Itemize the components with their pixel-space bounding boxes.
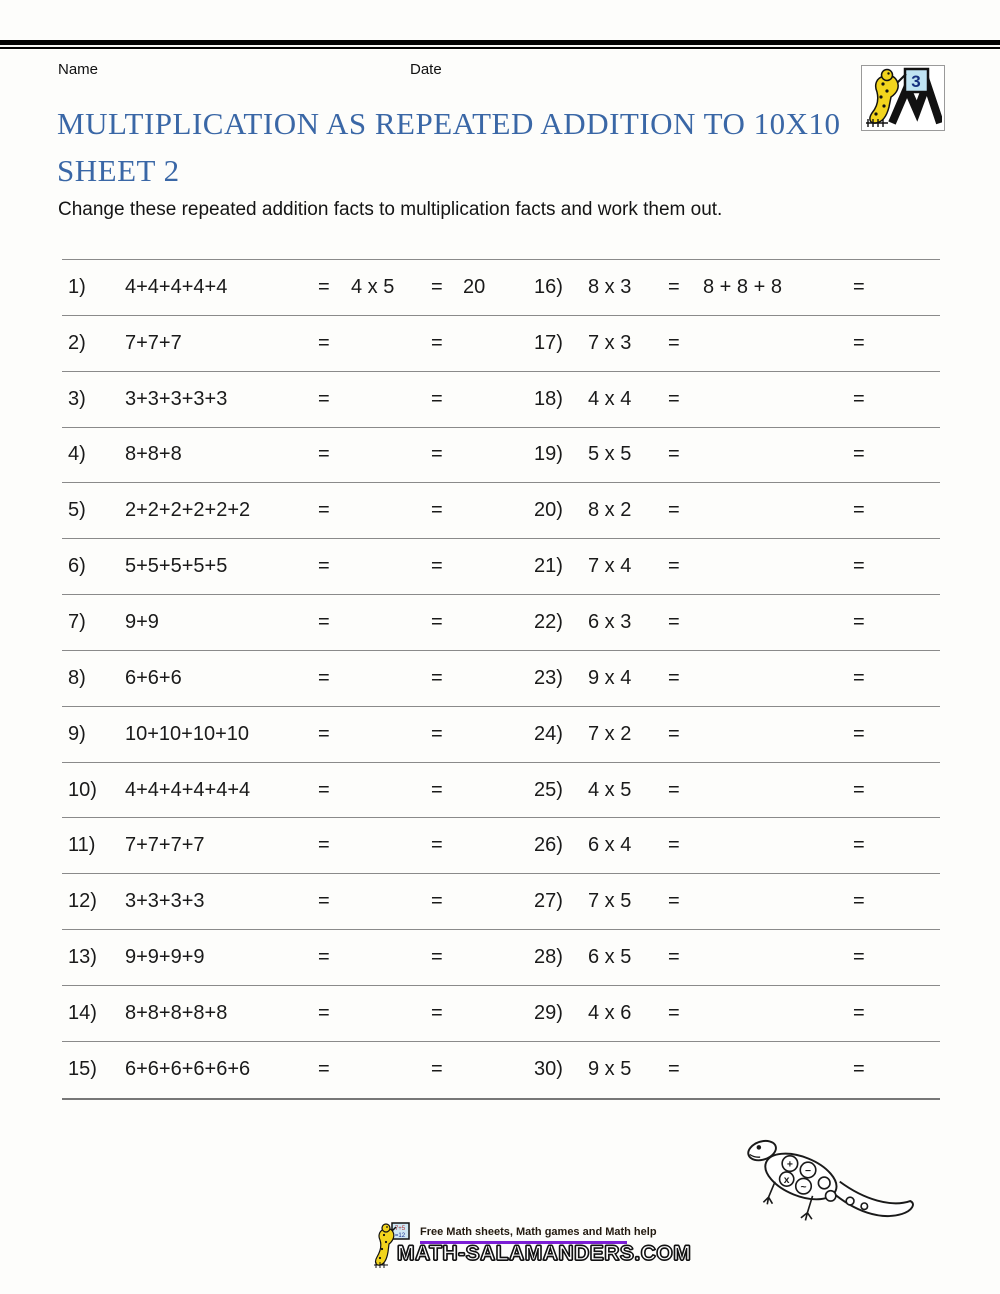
left-equals-sign: = (431, 610, 443, 633)
left-product-answer-blank: 20 (463, 275, 486, 298)
left-problem-number: 6) (68, 555, 86, 578)
left-problem-number: 10) (68, 778, 97, 801)
left-equals-sign: = (431, 443, 443, 466)
right-multiplication-expression: 6 x 5 (588, 946, 632, 969)
instruction-text: Change these repeated addition facts to multiplication facts and work them out. (58, 199, 723, 220)
left-problem-number: 5) (68, 499, 86, 522)
left-addition-expression: 7+7+7+7 (125, 834, 205, 857)
left-addition-expression: 8+8+8+8+8 (125, 1001, 228, 1024)
left-problem-number: 4) (68, 443, 86, 466)
right-equals-sign: = (668, 666, 680, 689)
right-multiplication-expression: 8 x 3 (588, 275, 632, 298)
left-equals-sign: = (431, 946, 443, 969)
left-problem-number: 13) (68, 946, 97, 969)
date-field-label: Date (410, 61, 442, 78)
right-problem-number: 27) (534, 890, 563, 913)
left-equals-sign: = (318, 722, 330, 745)
worksheet-row (62, 707, 940, 763)
left-equals-sign: = (318, 1001, 330, 1024)
worksheet-row (62, 986, 940, 1042)
left-addition-expression: 9+9+9+9 (125, 946, 205, 969)
worksheet-row (62, 930, 940, 986)
left-equals-sign: = (431, 890, 443, 913)
worksheet-row (62, 483, 940, 539)
salamander-grade-logo-icon (862, 66, 942, 128)
left-equals-sign: = (431, 778, 443, 801)
right-problem-number: 24) (534, 722, 563, 745)
left-equals-sign: = (431, 834, 443, 857)
right-equals-sign: = (853, 722, 865, 745)
svg-text:~: ~ (800, 1182, 807, 1194)
right-equals-sign: = (853, 555, 865, 578)
right-problem-number: 17) (534, 331, 563, 354)
right-problem-number: 26) (534, 834, 563, 857)
svg-text:7+5: 7+5 (394, 1226, 406, 1232)
left-equals-sign: = (431, 275, 443, 298)
worksheet-row (62, 428, 940, 484)
right-equals-sign: = (853, 946, 865, 969)
right-multiplication-expression: 7 x 4 (588, 555, 632, 578)
right-equals-sign: = (668, 275, 680, 298)
worksheet-row (62, 763, 940, 819)
right-equals-sign: = (668, 722, 680, 745)
right-multiplication-expression: 7 x 3 (588, 331, 632, 354)
left-problem-number: 8) (68, 666, 86, 689)
left-problem-number: 2) (68, 331, 86, 354)
right-multiplication-expression: 7 x 5 (588, 890, 632, 913)
left-equals-sign: = (318, 443, 330, 466)
left-equals-sign: = (318, 946, 330, 969)
right-equals-sign: = (853, 499, 865, 522)
page-title-line1: MULTIPLICATION AS REPEATED ADDITION TO 10X10 (57, 106, 841, 141)
left-equals-sign: = (318, 778, 330, 801)
page-title-line2: SHEET 2 (57, 153, 180, 188)
right-equals-sign: = (668, 331, 680, 354)
left-equals-sign: = (431, 1001, 443, 1024)
right-problem-number: 25) (534, 778, 563, 801)
left-problem-number: 3) (68, 387, 86, 410)
right-multiplication-expression: 6 x 3 (588, 610, 632, 633)
left-problem-number: 14) (68, 1001, 97, 1024)
right-problem-number: 21) (534, 555, 563, 578)
right-equals-sign: = (853, 331, 865, 354)
left-equals-sign: = (431, 331, 443, 354)
grade-badge: 3 (911, 72, 921, 91)
right-equals-sign: = (668, 1001, 680, 1024)
right-multiplication-expression: 8 x 2 (588, 499, 632, 522)
left-addition-expression: 8+8+8 (125, 443, 182, 466)
right-equals-sign: = (853, 778, 865, 801)
right-equals-sign: = (668, 1058, 680, 1081)
worksheet-row (62, 818, 940, 874)
left-addition-expression: 9+9 (125, 610, 159, 633)
left-equals-sign: = (431, 555, 443, 578)
right-problem-number: 28) (534, 946, 563, 969)
left-equals-sign: = (318, 666, 330, 689)
left-problem-number: 9) (68, 722, 86, 745)
right-problem-number: 22) (534, 610, 563, 633)
right-equals-sign: = (853, 890, 865, 913)
right-addition-answer-blank: 8 + 8 + 8 (703, 275, 782, 298)
right-problem-number: 19) (534, 443, 563, 466)
left-addition-expression: 3+3+3+3 (125, 890, 205, 913)
worksheet-row (62, 595, 940, 651)
right-equals-sign: = (853, 610, 865, 633)
left-problem-number: 11) (68, 834, 96, 857)
worksheet-table (62, 259, 940, 1100)
salamander-drawing (728, 1126, 923, 1241)
left-equals-sign: = (318, 331, 330, 354)
right-equals-sign: = (853, 1058, 865, 1081)
left-equals-sign: = (318, 890, 330, 913)
left-equals-sign: = (431, 499, 443, 522)
left-equals-sign: = (318, 834, 330, 857)
left-addition-expression: 6+6+6 (125, 666, 182, 689)
right-problem-number: 16) (534, 275, 563, 298)
left-multiplication-answer-blank: 4 x 5 (351, 275, 395, 298)
left-equals-sign: = (318, 1058, 330, 1081)
right-multiplication-expression: 6 x 4 (588, 834, 632, 857)
worksheet-row (62, 372, 940, 428)
right-equals-sign: = (853, 834, 865, 857)
right-problem-number: 20) (534, 499, 563, 522)
left-problem-number: 1) (68, 275, 86, 298)
left-addition-expression: 5+5+5+5+5 (125, 555, 228, 578)
worksheet-row (62, 316, 940, 372)
worksheet-row (62, 539, 940, 595)
right-equals-sign: = (853, 1001, 865, 1024)
right-multiplication-expression: 9 x 5 (588, 1058, 632, 1081)
math-salamanders-grade-logo (861, 65, 945, 131)
right-equals-sign: = (853, 443, 865, 466)
right-equals-sign: = (668, 946, 680, 969)
footer-tagline: Free Math sheets, Math games and Math help (420, 1226, 657, 1238)
left-equals-sign: = (431, 722, 443, 745)
left-equals-sign: = (318, 499, 330, 522)
footer-site-name: MATH-SALAMANDERS.COM (397, 1242, 692, 1265)
right-multiplication-expression: 4 x 4 (588, 387, 632, 410)
left-addition-expression: 4+4+4+4+4+4 (125, 778, 251, 801)
right-multiplication-expression: 4 x 6 (588, 1001, 632, 1024)
left-equals-sign: = (318, 387, 330, 410)
right-multiplication-expression: 9 x 4 (588, 666, 632, 689)
right-problem-number: 23) (534, 666, 563, 689)
right-equals-sign: = (668, 778, 680, 801)
right-equals-sign: = (853, 666, 865, 689)
right-equals-sign: = (668, 387, 680, 410)
right-problem-number: 30) (534, 1058, 563, 1081)
left-problem-number: 12) (68, 890, 97, 913)
right-equals-sign: = (853, 275, 865, 298)
worksheet-row (62, 651, 940, 707)
left-equals-sign: = (318, 275, 330, 298)
right-multiplication-expression: 7 x 2 (588, 722, 632, 745)
left-problem-number: 7) (68, 610, 86, 633)
right-equals-sign: = (668, 555, 680, 578)
left-addition-expression: 10+10+10+10 (125, 722, 250, 745)
left-addition-expression: 4+4+4+4+4 (125, 275, 228, 298)
right-multiplication-expression: 4 x 5 (588, 778, 632, 801)
left-problem-number: 15) (68, 1058, 97, 1081)
left-addition-expression: 2+2+2+2+2+2 (125, 499, 251, 522)
svg-text:+: + (786, 1159, 793, 1171)
left-equals-sign: = (431, 1058, 443, 1081)
left-addition-expression: 7+7+7 (125, 331, 182, 354)
right-multiplication-expression: 5 x 5 (588, 443, 632, 466)
top-double-rule (0, 40, 1000, 49)
svg-text:x: x (783, 1174, 790, 1186)
svg-text:−: − (805, 1165, 812, 1177)
left-equals-sign: = (431, 387, 443, 410)
left-equals-sign: = (431, 666, 443, 689)
left-addition-expression: 6+6+6+6+6+6 (125, 1058, 251, 1081)
svg-text:=12: =12 (394, 1233, 406, 1239)
left-addition-expression: 3+3+3+3+3 (125, 387, 228, 410)
left-equals-sign: = (318, 610, 330, 633)
worksheet-row (62, 1042, 940, 1098)
right-equals-sign: = (668, 499, 680, 522)
right-equals-sign: = (668, 610, 680, 633)
right-equals-sign: = (853, 387, 865, 410)
salamander-line-art-icon (728, 1126, 923, 1236)
right-problem-number: 18) (534, 387, 563, 410)
name-field-label: Name (58, 61, 99, 78)
right-equals-sign: = (668, 834, 680, 857)
worksheet-row (62, 874, 940, 930)
right-equals-sign: = (668, 443, 680, 466)
right-problem-number: 29) (534, 1001, 563, 1024)
left-equals-sign: = (318, 555, 330, 578)
right-equals-sign: = (668, 890, 680, 913)
worksheet-row (62, 260, 940, 316)
